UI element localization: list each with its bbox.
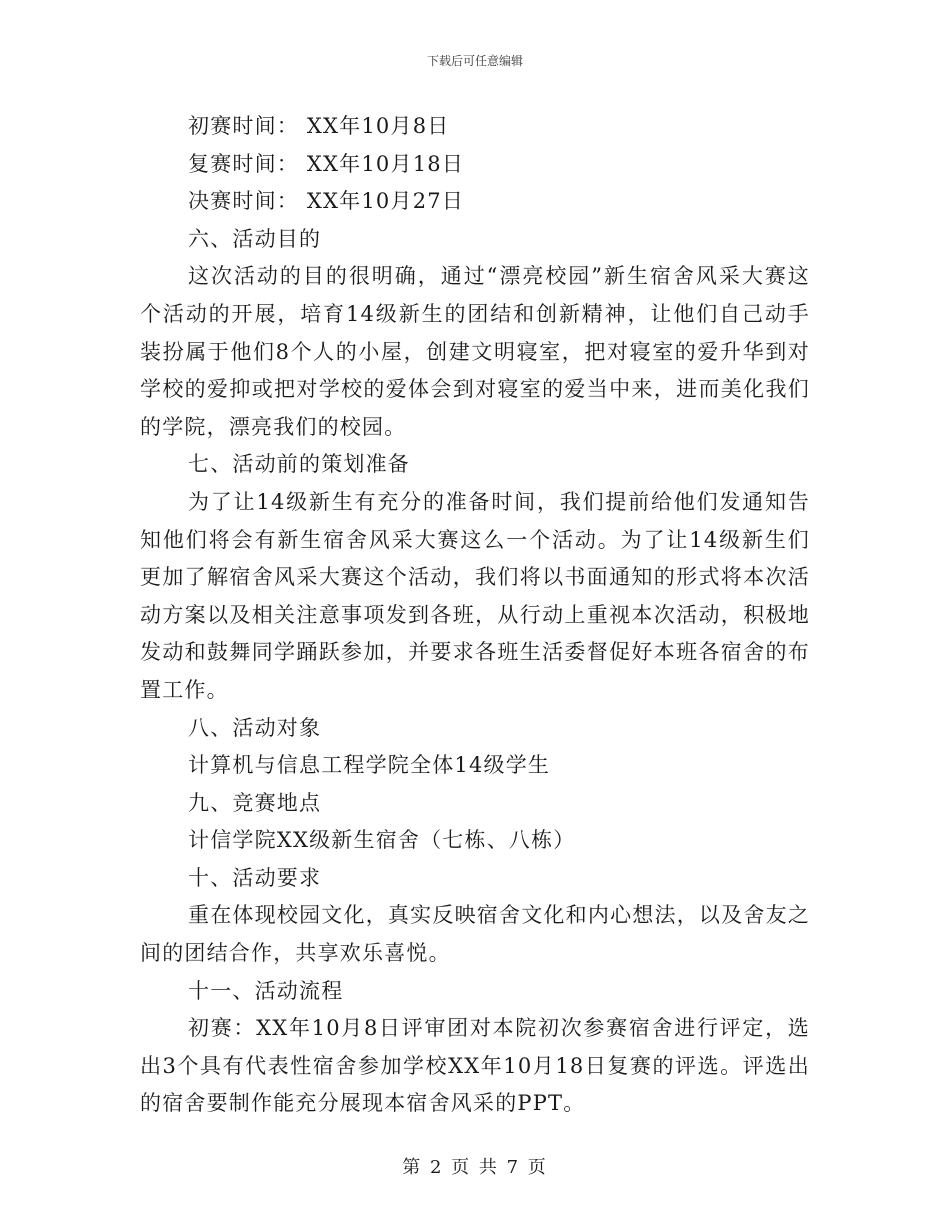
section-11-paragraph: 初赛：XX年10月8日评审团对本院初次参赛宿舍进行评定，选出3个具有代表性宿舍参加学校XX年10月18日复赛的评选。评选出的宿舍要制作能充分展现本宿舍风采的PPT。 — [140, 1016, 810, 1116]
section-10-paragraph: 重在体现校园文化，真实反映宿舍文化和内心想法，以及舍友之间的团结合作，共享欢乐喜悦。 — [140, 903, 810, 966]
document-body — [140, 108, 810, 1123]
section-8-heading: 八、活动对象 — [188, 715, 322, 740]
section-10-heading: 十、活动要求 — [188, 865, 322, 890]
page-header: 下载后可任意编辑 — [426, 54, 523, 68]
first-round-time: 初赛时间： XX年10月8日 — [188, 114, 450, 138]
section-9-heading: 九、竞赛地点 — [188, 790, 322, 815]
section-7-paragraph: 为了让14级新生有充分的准备时间，我们提前给他们发通知告知他们将会有新生宿舍风采大赛这么一个活动。为了让14级新生们更加了解宿舍风采大赛这个活动，我们将以书面通知的形式将本次活动方案以及相关注意事项发到各班，从行动上重视本次活动，积极地发动和鼓舞同学踊跃参加，并要求各班生活委督促好本班各宿舍的布置工作。 — [140, 489, 810, 702]
final-round-time: 决赛时间： XX年10月27日 — [188, 189, 465, 214]
section-8-text: 计算机与信息工程学院全体14级学生 — [188, 753, 551, 778]
section-6-heading: 六、活动目的 — [188, 226, 322, 251]
page-number: 第 2 页 共 7 页 — [402, 1157, 548, 1178]
second-round-time: 复赛时间： XX年10月18日 — [188, 151, 465, 176]
section-7-heading: 七、活动前的策划准备 — [188, 452, 410, 477]
section-9-text: 计信学院XX级新生宿舍（七栋、八栋） — [188, 828, 576, 853]
section-6-paragraph: 这次活动的目的很明确，通过“漂亮校园”新生宿舍风采大赛这个活动的开展，培育14级新生的团结和创新精神，让他们自己动手装扮属于他们8个人的小屋，创建文明寝室，把对寝室的爱升华到对学校的爱抑或把对学校的爱体会到对寝室的爱当中来，进而美化我们的学院，漂亮我们的校园。 — [140, 264, 810, 439]
section-11-heading: 十一、活动流程 — [188, 978, 344, 1003]
